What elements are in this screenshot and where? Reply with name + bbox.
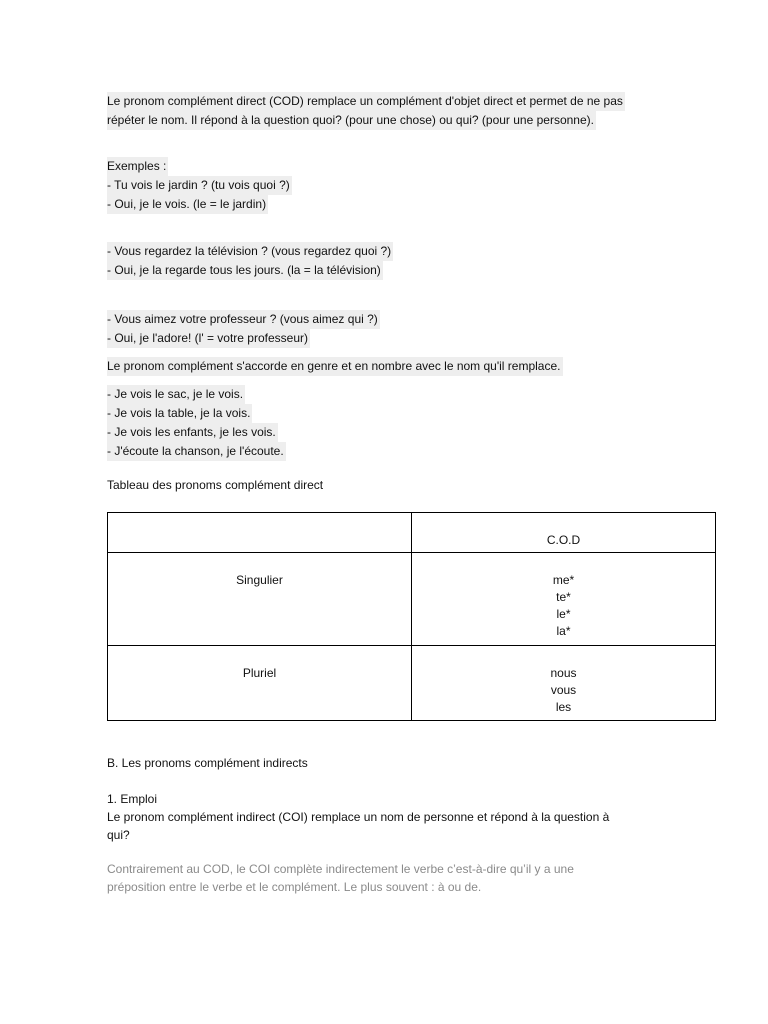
example-line: - Vous aimez votre professeur ? (vous aimez qui ?) [107, 310, 380, 329]
subsection-1 [107, 790, 667, 844]
agreement-example: - J'écoute la chanson, je l'écoute. [107, 442, 286, 461]
table-row-values [412, 553, 716, 646]
pronoun-value: te* [556, 590, 571, 604]
table-row-label [108, 646, 412, 721]
pronoun-table [107, 512, 716, 721]
pronoun-value: nous [550, 666, 577, 680]
table-row-singulier [108, 553, 716, 646]
table-row-label [108, 553, 412, 646]
agreement-examples [107, 385, 667, 461]
intro-line: Le pronom complément direct (COD) remplace un complément d'objet direct et permet de ne pas [107, 92, 625, 111]
subsection-1-title: 1. Emploi [107, 792, 158, 806]
section-b-title: B. Les pronoms complément indirects [107, 756, 308, 770]
table-header-cod-label: C.O.D [546, 533, 581, 547]
section-b [107, 754, 667, 773]
pronoun-value: me* [552, 573, 575, 587]
example-line: - Vous regardez la télévision ? (vous regardez quoi ?) [107, 242, 393, 261]
agreement-rule [107, 357, 667, 376]
coi-note-line: Contrairement au COD, le COI complète indirectement le verbe c’est-à-dire qu’il y a une [107, 862, 574, 876]
coi-note-line: préposition entre le verbe et le complément. Le plus souvent : à ou de. [107, 880, 482, 894]
table-header-row [108, 513, 716, 553]
table-header-cod [412, 513, 716, 553]
agreement-example: - Je vois la table, je la vois. [107, 404, 252, 423]
table-title-text: Tableau des pronoms complément direct [107, 478, 324, 492]
row-label-singulier: Singulier [236, 573, 283, 587]
row-label-pluriel: Pluriel [242, 666, 277, 680]
table-row-values [412, 646, 716, 721]
pronoun-value: le* [556, 607, 571, 621]
example-line: - Tu vois le jardin ? (tu vois quoi ?) [107, 176, 292, 195]
intro-paragraph [107, 92, 667, 130]
table-row-pluriel [108, 646, 716, 721]
examples-title: Exemples : [107, 157, 168, 176]
coi-definition-line: qui? [107, 828, 130, 842]
example-line: - Oui, je la regarde tous les jours. (la = la télévision) [107, 261, 383, 280]
coi-note [107, 860, 667, 896]
example-line: - Oui, je le vois. (le = le jardin) [107, 195, 268, 214]
coi-definition-line: Le pronom complément indirect (COI) remplace un nom de personne et répond à la question à [107, 810, 610, 824]
examples-group-1 [107, 157, 667, 214]
example-line: - Oui, je l'adore! (l' = votre professeur) [107, 329, 310, 348]
agreement-rule-text: Le pronom complément s'accorde en genre et en nombre avec le nom qu'il remplace. [107, 357, 563, 376]
examples-group-3 [107, 310, 667, 348]
table-header-empty [108, 513, 412, 553]
pronoun-value: la* [556, 624, 571, 638]
pronoun-value: les [555, 700, 572, 714]
pronoun-value: vous [550, 683, 577, 697]
agreement-example: - Je vois le sac, je le vois. [107, 385, 245, 404]
table-title [107, 476, 667, 495]
agreement-example: - Je vois les enfants, je les vois. [107, 423, 278, 442]
intro-line: répéter le nom. Il répond à la question quoi? (pour une chose) ou qui? (pour une personne). [107, 111, 596, 130]
examples-group-2 [107, 242, 667, 280]
